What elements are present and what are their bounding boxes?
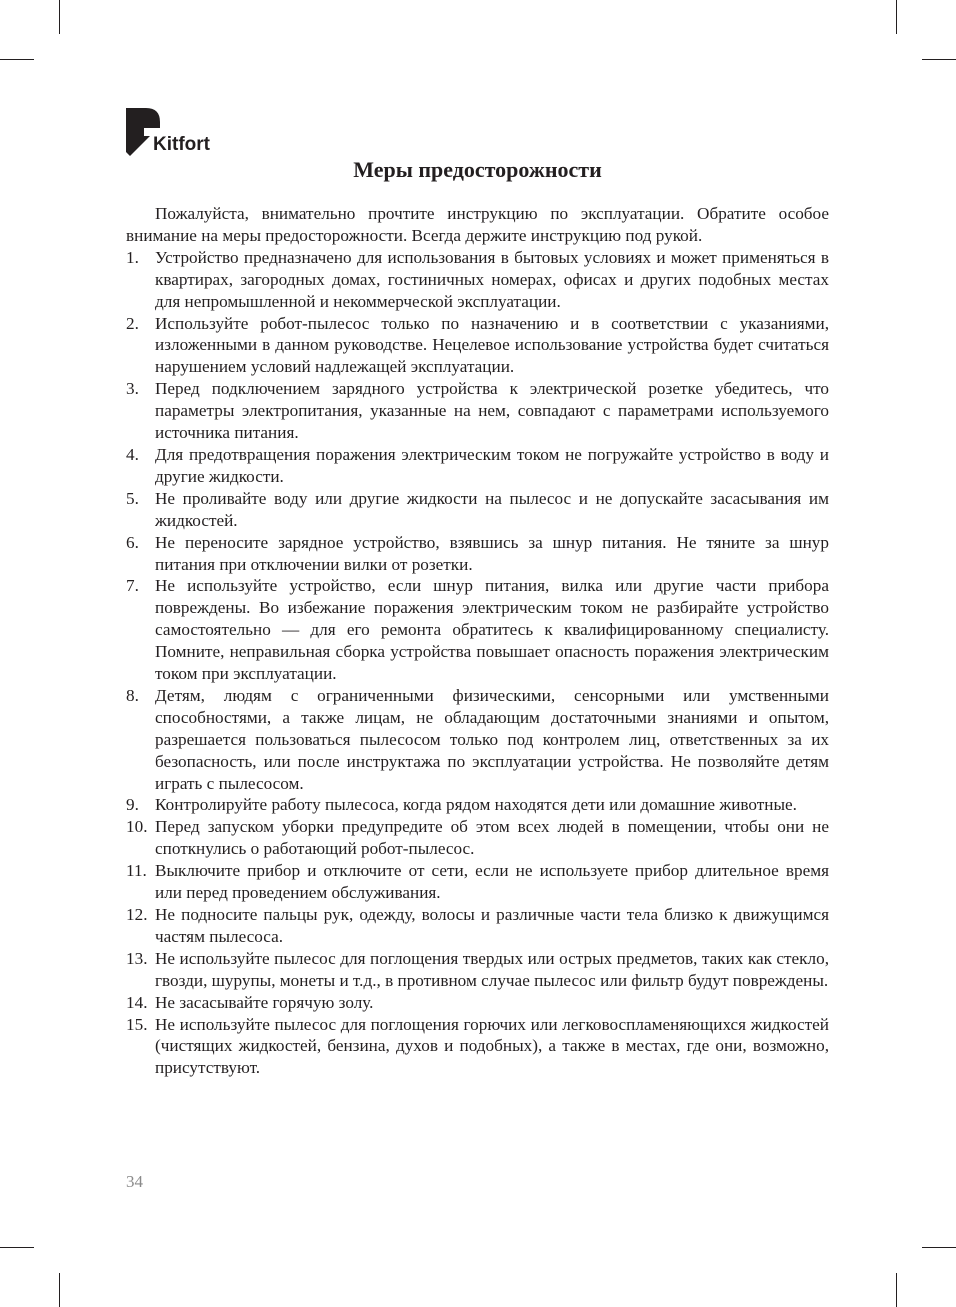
item-text: Выключите прибор и отключите от сети, если не используете прибор длительное время или перед проведением обслуживания. (155, 861, 829, 903)
item-number: 1. (126, 247, 139, 267)
list-item (126, 992, 829, 1014)
item-text: Используйте робот-пылесос только по назначению и в соответствии с указаниями, изложенными в данном руководстве. Нецелевое использование устройства будет считаться нарушением условий надлежащей эксплуатации. (155, 313, 829, 377)
item-number: 14. (126, 992, 148, 1012)
item-number: 9. (126, 795, 139, 815)
crop-mark (922, 1247, 956, 1248)
list-item (126, 860, 829, 904)
item-text: Детям, людям с ограниченными физическими, сенсорными или умственными способностями, а также лицам, не обладающим достаточными знаниями и опытом, разрешается пользоваться пылесосом только под контролем лиц, ответственных за их безопасность, или после инструктажа по эксплуатации устройства. Не позволяйте детям играть с пылесосом. (155, 685, 829, 793)
item-text: Не используйте устройство, если шнур питания, вилка или другие части прибора повреждены. Во избежание поражения электрическим током не разбирайте устройство самостоятельно — для его ремонта обратитесь к квалифицированному специалисту. Помните, неправильная сборка устройства повышает опасность поражения электрическим током при эксплуатации. (155, 576, 829, 684)
page-number: 34 (126, 1172, 143, 1191)
brand-name: Kitfort (153, 134, 210, 155)
item-number: 12. (126, 905, 148, 924)
crop-mark (0, 1247, 34, 1248)
item-text: Перед запуском уборки предупредите об этом всех людей в помещении, чтобы они не споткнулись о работающий робот-пылесос. (155, 817, 829, 859)
list-item (126, 532, 829, 576)
item-number: 4. (126, 444, 139, 464)
list-item (126, 904, 829, 948)
item-number: 3. (126, 379, 139, 399)
intro-paragraph: Пожалуйста, внимательно прочтите инструкцию по эксплуатации. Обратите особое внимание на меры предосторожности. Всегда держите инструкцию под рукой. (126, 204, 829, 245)
list-item (126, 948, 829, 992)
crop-mark (0, 59, 34, 60)
list-item (126, 247, 829, 313)
list-item (126, 816, 829, 860)
crop-mark (896, 1273, 897, 1307)
item-text: Не используйте пылесос для поглощения твердых или острых предметов, таких как стекло, гвозди, шурупы, монеты и т.д., в противном случае пылесос или фильтр будут повреждены. (155, 948, 829, 990)
item-text: Для предотвращения поражения электрическим током не погружайте устройство в воду и другие жидкости. (155, 444, 829, 486)
list-item (126, 444, 829, 488)
list-item (126, 685, 829, 795)
item-number: 7. (126, 576, 139, 596)
item-text: Не переносите зарядное устройство, взявшись за шнур питания. Не тяните за шнур питания при отключении вилки от розетки. (155, 532, 829, 574)
crop-mark (922, 59, 956, 60)
item-number: 10. (126, 817, 148, 837)
item-text: Перед подключением зарядного устройства к электрической розетке убедитесь, что параметры электропитания, указанные на нем, совпадают с параметрами используемого источника питания. (155, 379, 829, 443)
page-title: Меры предосторожности (353, 157, 602, 182)
item-text: Контролируйте работу пылесоса, когда рядом находятся дети или домашние животные. (155, 795, 797, 815)
item-number: 8. (126, 685, 139, 705)
item-number: 11. (126, 861, 147, 881)
precautions-list (126, 247, 829, 1079)
crop-mark (59, 1273, 60, 1307)
item-text: Не используйте пылесос для поглощения горючих или легковоспламеняющихся жидкостей (чистящих жидкостей, бензина, духов и подобных), а также в местах, где они, возможно, присутствуют. (155, 1014, 829, 1078)
item-text: Не подносите пальцы рук, одежду, волосы и различные части тела близко к движущимся частям пылесоса. (155, 905, 829, 946)
brand-logo (126, 108, 246, 160)
item-number: 6. (126, 532, 139, 552)
crop-mark (896, 0, 897, 34)
item-number: 13. (126, 948, 148, 968)
list-item (126, 488, 829, 532)
item-number: 2. (126, 313, 139, 333)
list-item (126, 378, 829, 444)
item-text: Устройство предназначено для использования в бытовых условиях и может применяться в квартирах, загородных домах, гостиничных номерах, офисах и других подобных местах для непромышленной и некоммерческой эксплуатации. (155, 247, 829, 311)
list-item (126, 575, 829, 685)
crop-mark (59, 0, 60, 34)
item-number: 15. (126, 1014, 148, 1034)
item-number: 5. (126, 488, 139, 508)
item-text: Не проливайте воду или другие жидкости на пылесос и не допускайте засасывания им жидкостей. (155, 488, 829, 530)
list-item (126, 794, 829, 816)
item-text: Не засасывайте горячую золу. (155, 992, 374, 1012)
document-body (126, 203, 829, 1079)
list-item (126, 313, 829, 379)
list-item (126, 1014, 829, 1080)
